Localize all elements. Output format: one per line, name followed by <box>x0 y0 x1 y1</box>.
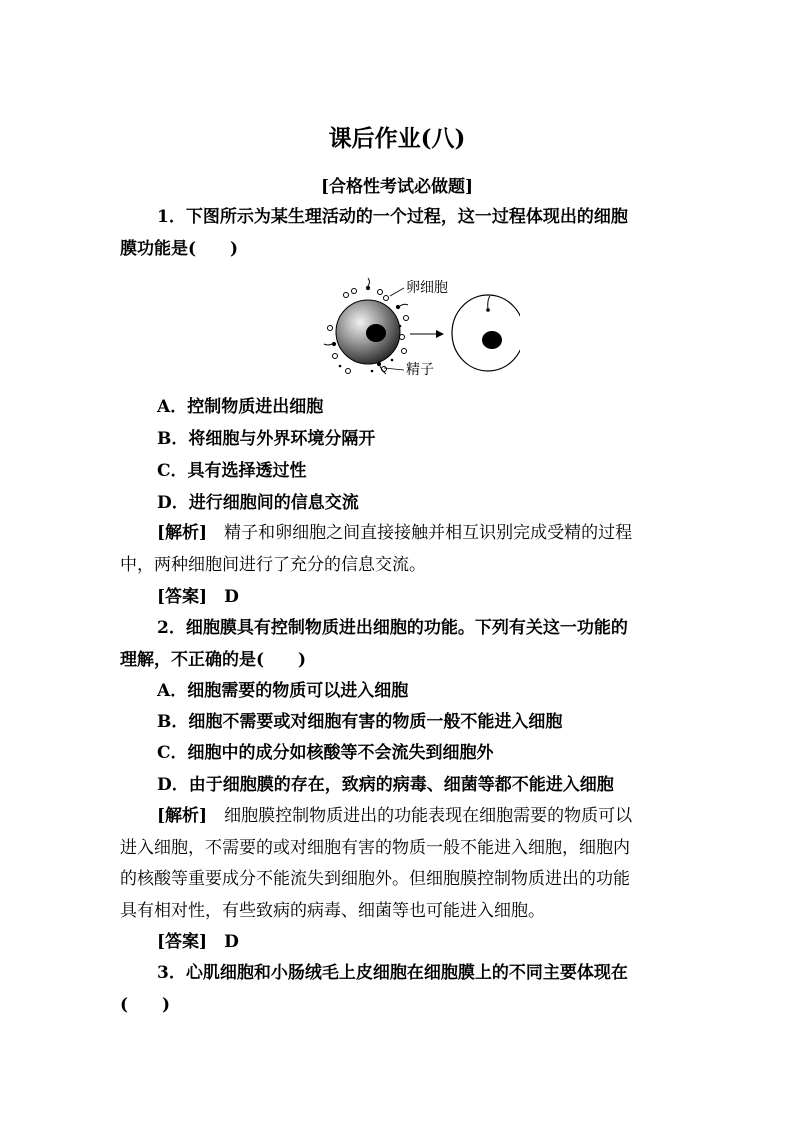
egg-nucleus <box>366 324 386 342</box>
q1-analysis-line2: 中，两种细胞间进行了充分的信息交流。 <box>120 555 426 575</box>
q2-option-c: C．细胞中的成分如核酸等不会流失到细胞外 <box>157 743 494 763</box>
q2-option-b: B．细胞不需要或对细胞有害的物质一般不能进入细胞 <box>157 712 563 732</box>
q2-option-a: A．细胞需要的物质可以进入细胞 <box>157 681 409 701</box>
q2-stem-line1: 2．细胞膜具有控制物质进出细胞的功能。下列有关这一功能的 <box>157 618 628 638</box>
q2-answer-tag: [答案] <box>157 932 208 952</box>
egg-label: 卵细胞 <box>406 280 448 296</box>
section-heading: [合格性考试必做题] <box>320 177 474 197</box>
q2-answer <box>157 931 239 953</box>
q1-answer-tag: [答案] <box>157 587 208 607</box>
q1-option-d: D．进行细胞间的信息交流 <box>157 493 359 513</box>
fertilization-figure <box>320 276 520 380</box>
q2-analysis-line3: 的核酸等重要成分不能流失到细胞外。但细胞膜控制物质进出的功能 <box>120 869 630 889</box>
q1-stem-line2: 膜功能是( ) <box>120 239 239 259</box>
q3-stem-line2: ( ) <box>120 995 171 1015</box>
egg-label-leader <box>390 288 404 296</box>
q2-analysis-line2: 进入细胞，不需要的或对细胞有害的物质一般不能进入细胞，细胞内 <box>120 838 630 858</box>
q1-option-b: B．将细胞与外界环境分隔开 <box>157 429 376 449</box>
q1-option-c: C．具有选择透过性 <box>157 461 307 481</box>
q1-analysis-tag: [解析] <box>157 523 208 543</box>
q2-analysis-tag: [解析] <box>157 806 208 826</box>
q1-answer-value: D <box>207 587 239 607</box>
q2-analysis-line1 <box>157 805 632 827</box>
q1-analysis-text1: 精子和卵细胞之间直接接触并相互识别完成受精的过程 <box>207 523 633 543</box>
q2-stem-line2: 理解，不正确的是( ) <box>120 650 307 670</box>
q1-option-a: A．控制物质进出细胞 <box>157 397 324 417</box>
q1-stem-line1: 1．下图所示为某生理活动的一个过程，这一过程体现出的细胞 <box>157 207 628 227</box>
q1-analysis-line1 <box>157 522 632 544</box>
q2-analysis-text1: 细胞膜控制物质进出的功能表现在细胞需要的物质可以 <box>207 806 633 826</box>
q1-answer <box>157 586 239 608</box>
q2-analysis-line4: 具有相对性，有些致病的病毒、细菌等也可能进入细胞。 <box>120 901 545 921</box>
q3-stem-line1: 3．心肌细胞和小肠绒毛上皮细胞在细胞膜上的不同主要体现在 <box>157 963 628 983</box>
q2-answer-value: D <box>207 932 239 952</box>
fertilized-nucleus <box>482 331 502 349</box>
sperm-label: 精子 <box>406 362 434 378</box>
q2-option-d: D．由于细胞膜的存在，致病的病毒、细菌等都不能进入细胞 <box>157 775 614 795</box>
arrowhead-icon <box>436 330 444 338</box>
page-title: 课后作业(八) <box>328 125 466 152</box>
